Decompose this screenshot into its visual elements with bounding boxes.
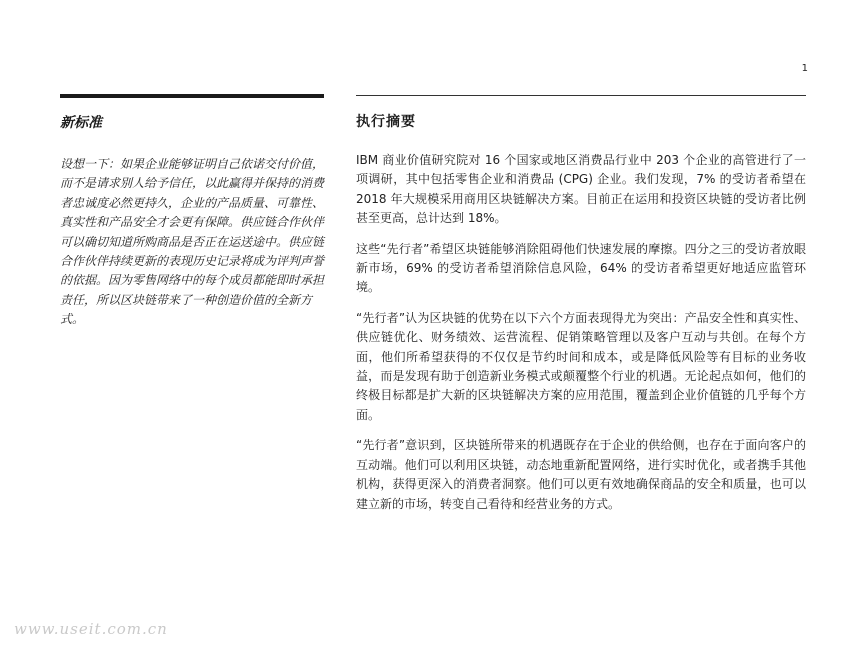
main-column	[356, 95, 806, 525]
section-title: 执行摘要	[356, 114, 416, 130]
right-top-rule	[356, 95, 806, 96]
watermark: www.useit.com.cn	[14, 620, 168, 638]
paragraph-3: “先行者”认为区块链的优势在以下六个方面表现得尤为突出：产品安全性和真实性、供应链优化、财务绩效、运营流程、促销策略管理以及客户互动与共创。在每个方面，他们所希望获得的不仅仅是节约时间和成本，或是降低风险等有目标的业务收益，而是发现有助于创造新业务模式或颠覆整个行业的机遇。无论起点如何，他们的终极目标都是扩大新的区块链解决方案的应用范围，覆盖到企业价值链的几乎每个方面。	[356, 310, 806, 422]
sidebar-body: 设想一下：如果企业能够证明自己依诺交付价值，而不是请求别人给予信任，以此赢得并保持的消费者忠诚度必然更持久，企业的产品质量、可靠性、真实性和产品安全才会更有保障。供应链合作伙伴可以确切知道所购商品是否正在运送途中。供应链合作伙伴持续更新的表现历史记录将成为评判声誉的依据。因为零售网络中的每个成员都能即时承担责任，所以区块链带来了一种创造价值的全新方式。	[60, 157, 325, 327]
section-body	[356, 151, 806, 514]
sidebar-column	[60, 94, 324, 330]
sidebar-title: 新标准	[60, 115, 102, 131]
paragraph-4: “先行者”意识到，区块链所带来的机遇既存在于企业的供给侧，也存在于面向客户的互动端。他们可以利用区块链，动态地重新配置网络，进行实时优化，或者携手其他机构，获得更深入的消费者洞察。他们可以更有效地确保商品的安全和质量，也可以建立新的市场，转变自己看待和经营业务的方式。	[356, 438, 806, 511]
left-top-rule	[60, 94, 324, 98]
paragraph-2: 这些“先行者”希望区块链能够消除阻碍他们快速发展的摩擦。四分之三的受访者放眼新市场，69% 的受访者希望消除信息风险，64% 的受访者希望更好地适应监管环境。	[356, 241, 806, 295]
paragraph-1: IBM 商业价值研究院对 16 个国家或地区消费品行业中 203 个企业的高管进行了一项调研，其中包括零售企业和消费品 (CPG) 企业。我们发现，7% 的受访者希望在 2018 年大规模采用商用区块链解决方案。目前正在运用和投资区块链的受访者比例甚至更高，总计达到 18%。	[356, 153, 806, 226]
page-number: 1	[801, 63, 808, 74]
